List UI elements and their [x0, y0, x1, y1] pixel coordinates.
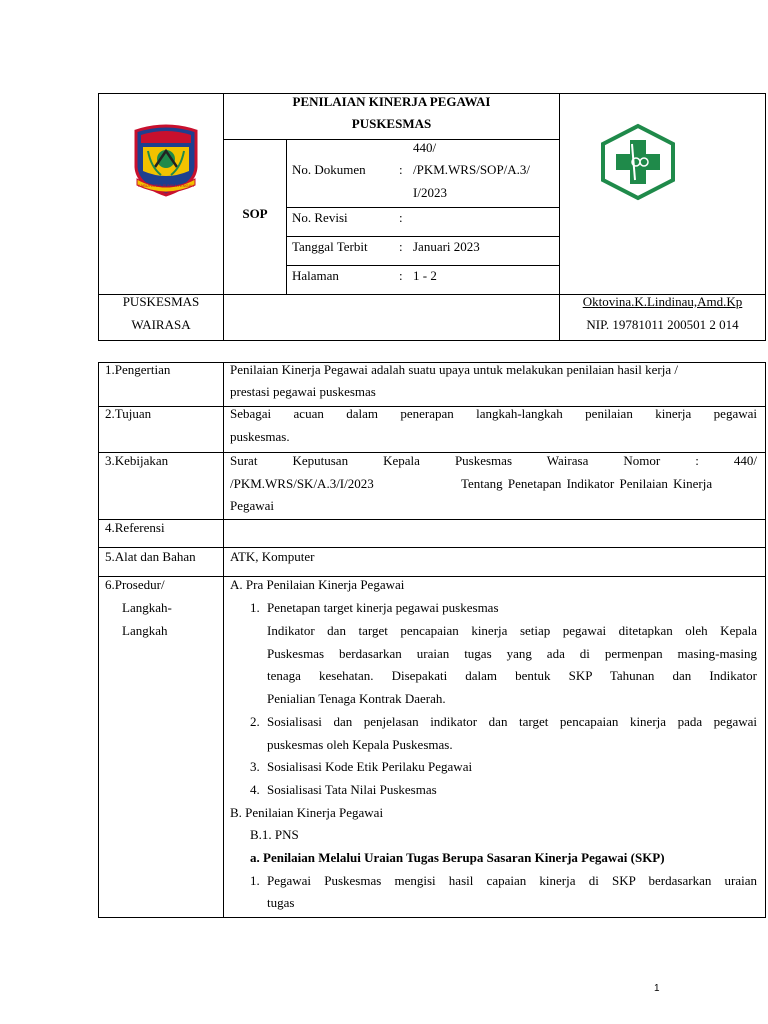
- item-a1-title: Penetapan target kinerja pegawai puskesmas: [267, 600, 499, 615]
- row-label-prosedur-3: Langkah: [122, 623, 168, 638]
- alat-bahan-value: ATK, Komputer: [230, 549, 315, 564]
- revision-colon: :: [399, 210, 403, 225]
- issue-date-value: Januari 2023: [413, 239, 480, 254]
- kebijakan-text-line2a: /PKM.WRS/SK/A.3/I/2023: [230, 476, 374, 491]
- pengertian-text-line1: Penilaian Kinerja Pegawai adalah suatu upaya untuk melakukan penilaian hasil kerja /: [230, 362, 678, 377]
- header-title-bottom: [223, 139, 560, 140]
- kebijakan-text-line2b: Tentang Penetapan Indikator Penilaian Kinerja: [461, 476, 713, 491]
- signer-name: Oktovina.K.Lindinau,Amd.Kp: [582, 294, 743, 309]
- doc-number-value-3: I/2023: [413, 185, 447, 200]
- org-name-line2: WAIRASA: [131, 317, 191, 332]
- item-a1-text-line4: Penialian Tenaga Kontrak Daerah.: [267, 691, 446, 706]
- doc-number-colon: :: [399, 162, 403, 177]
- header-divider-3: [286, 139, 287, 295]
- item-b1-1-number: 1.: [250, 873, 260, 888]
- signer-nip: NIP. 19781011 200501 2 014: [586, 317, 739, 332]
- header-row-sep-3: [286, 265, 560, 266]
- item-a3-number: 3.: [250, 759, 260, 774]
- doc-number-label: No. Dokumen: [292, 162, 366, 177]
- item-b1-1-text-line2: tugas: [267, 895, 295, 910]
- item-a4-number: 4.: [250, 782, 260, 797]
- doc-number-value-2: /PKM.WRS/SOP/A.3/: [413, 162, 531, 177]
- item-a2-text-line1: Sosialisasi dan penjelasan indikator dan target pencapaian kinerja pada pegawai: [267, 714, 757, 729]
- puskesmas-logo: [598, 123, 678, 201]
- tujuan-text-line1: Sebagai acuan dalam penerapan langkah-langkah penilaian kinerja pegawai: [230, 406, 757, 421]
- item-a1-text-line1: Indikator dan target pencapaian kinerja setiap pegawai ditetapkan oleh Kepala: [267, 623, 757, 638]
- doc-title-line1: PENILAIAN KINERJA PEGAWAI: [292, 94, 491, 109]
- body-border-bottom: [98, 917, 765, 918]
- sop-label: SOP: [242, 206, 268, 221]
- doc-number-value-1: 440/: [413, 140, 437, 155]
- header-row-sep-1: [286, 207, 560, 208]
- item-a4-text: Sosialisasi Tata Nilai Puskesmas: [267, 782, 437, 797]
- kebijakan-text-line1: Surat Keputusan Kepala Puskesmas Wairasa Nomor : 440/: [230, 453, 757, 468]
- issue-date-label: Tanggal Terbit: [292, 239, 368, 254]
- body-border-left: [98, 362, 99, 918]
- row-label-kebijakan: 3.Kebijakan: [105, 453, 169, 468]
- row-label-tujuan: 2.Tujuan: [105, 406, 152, 421]
- section-b1-heading: B.1. PNS: [250, 827, 299, 842]
- regency-emblem-logo: [131, 123, 201, 197]
- body-row-sep-3: [98, 519, 765, 520]
- row-label-referensi: 4.Referensi: [105, 520, 165, 535]
- page-value: 1 - 2: [413, 268, 437, 283]
- header-border-bottom: [98, 340, 765, 341]
- page-label: Halaman: [292, 268, 339, 283]
- body-border-right: [765, 362, 766, 918]
- row-label-prosedur-1: 6.Prosedur/: [105, 577, 165, 592]
- body-row-sep-5: [98, 576, 765, 577]
- issue-date-colon: :: [399, 239, 403, 254]
- item-a1-number: 1.: [250, 600, 260, 615]
- emblem-ribbon-text: KABUPATEN SUMBA TENGAH: [137, 183, 195, 188]
- revision-label: No. Revisi: [292, 210, 348, 225]
- section-a-heading: A. Pra Penilaian Kinerja Pegawai: [230, 577, 405, 592]
- row-label-prosedur-2: Langkah-: [122, 600, 172, 615]
- row-label-pengertian: 1.Pengertian: [105, 362, 171, 377]
- item-b1-1-text-line1: Pegawai Puskesmas mengisi hasil capaian kinerja di SKP berdasarkan uraian: [267, 873, 757, 888]
- body-row-sep-4: [98, 547, 765, 548]
- page-number: 1: [654, 983, 660, 994]
- org-name-line1: PUSKESMAS: [122, 294, 200, 309]
- kebijakan-text-line3: Pegawai: [230, 498, 275, 513]
- body-column-divider: [223, 362, 224, 918]
- section-b1a-heading: a. Penilaian Melalui Uraian Tugas Berupa Sasaran Kinerja Pegawai (SKP): [250, 850, 665, 865]
- doc-title-line2: PUSKESMAS: [351, 116, 432, 131]
- item-a2-text-line2: puskesmas oleh Kepala Puskesmas.: [267, 737, 453, 752]
- item-a2-number: 2.: [250, 714, 260, 729]
- page-colon: :: [399, 268, 403, 283]
- row-label-alat-bahan: 5.Alat dan Bahan: [105, 549, 196, 564]
- header-border-right: [765, 93, 766, 341]
- item-a1-text-line3: tenaga kesehatan. Disepakati dalam bentuk SKP Tahunan dan Indikator: [267, 668, 757, 683]
- item-a3-text: Sosialisasi Kode Etik Perilaku Pegawai: [267, 759, 473, 774]
- item-a1-text-line2: Puskesmas berdasarkan uraian tugas yang ada di permenpan masing-masing: [267, 646, 757, 661]
- section-b-heading: B. Penilaian Kinerja Pegawai: [230, 805, 384, 820]
- tujuan-text-line2: puskesmas.: [230, 429, 290, 444]
- pengertian-text-line2: prestasi pegawai puskesmas: [230, 384, 376, 399]
- header-row-sep-2: [286, 236, 560, 237]
